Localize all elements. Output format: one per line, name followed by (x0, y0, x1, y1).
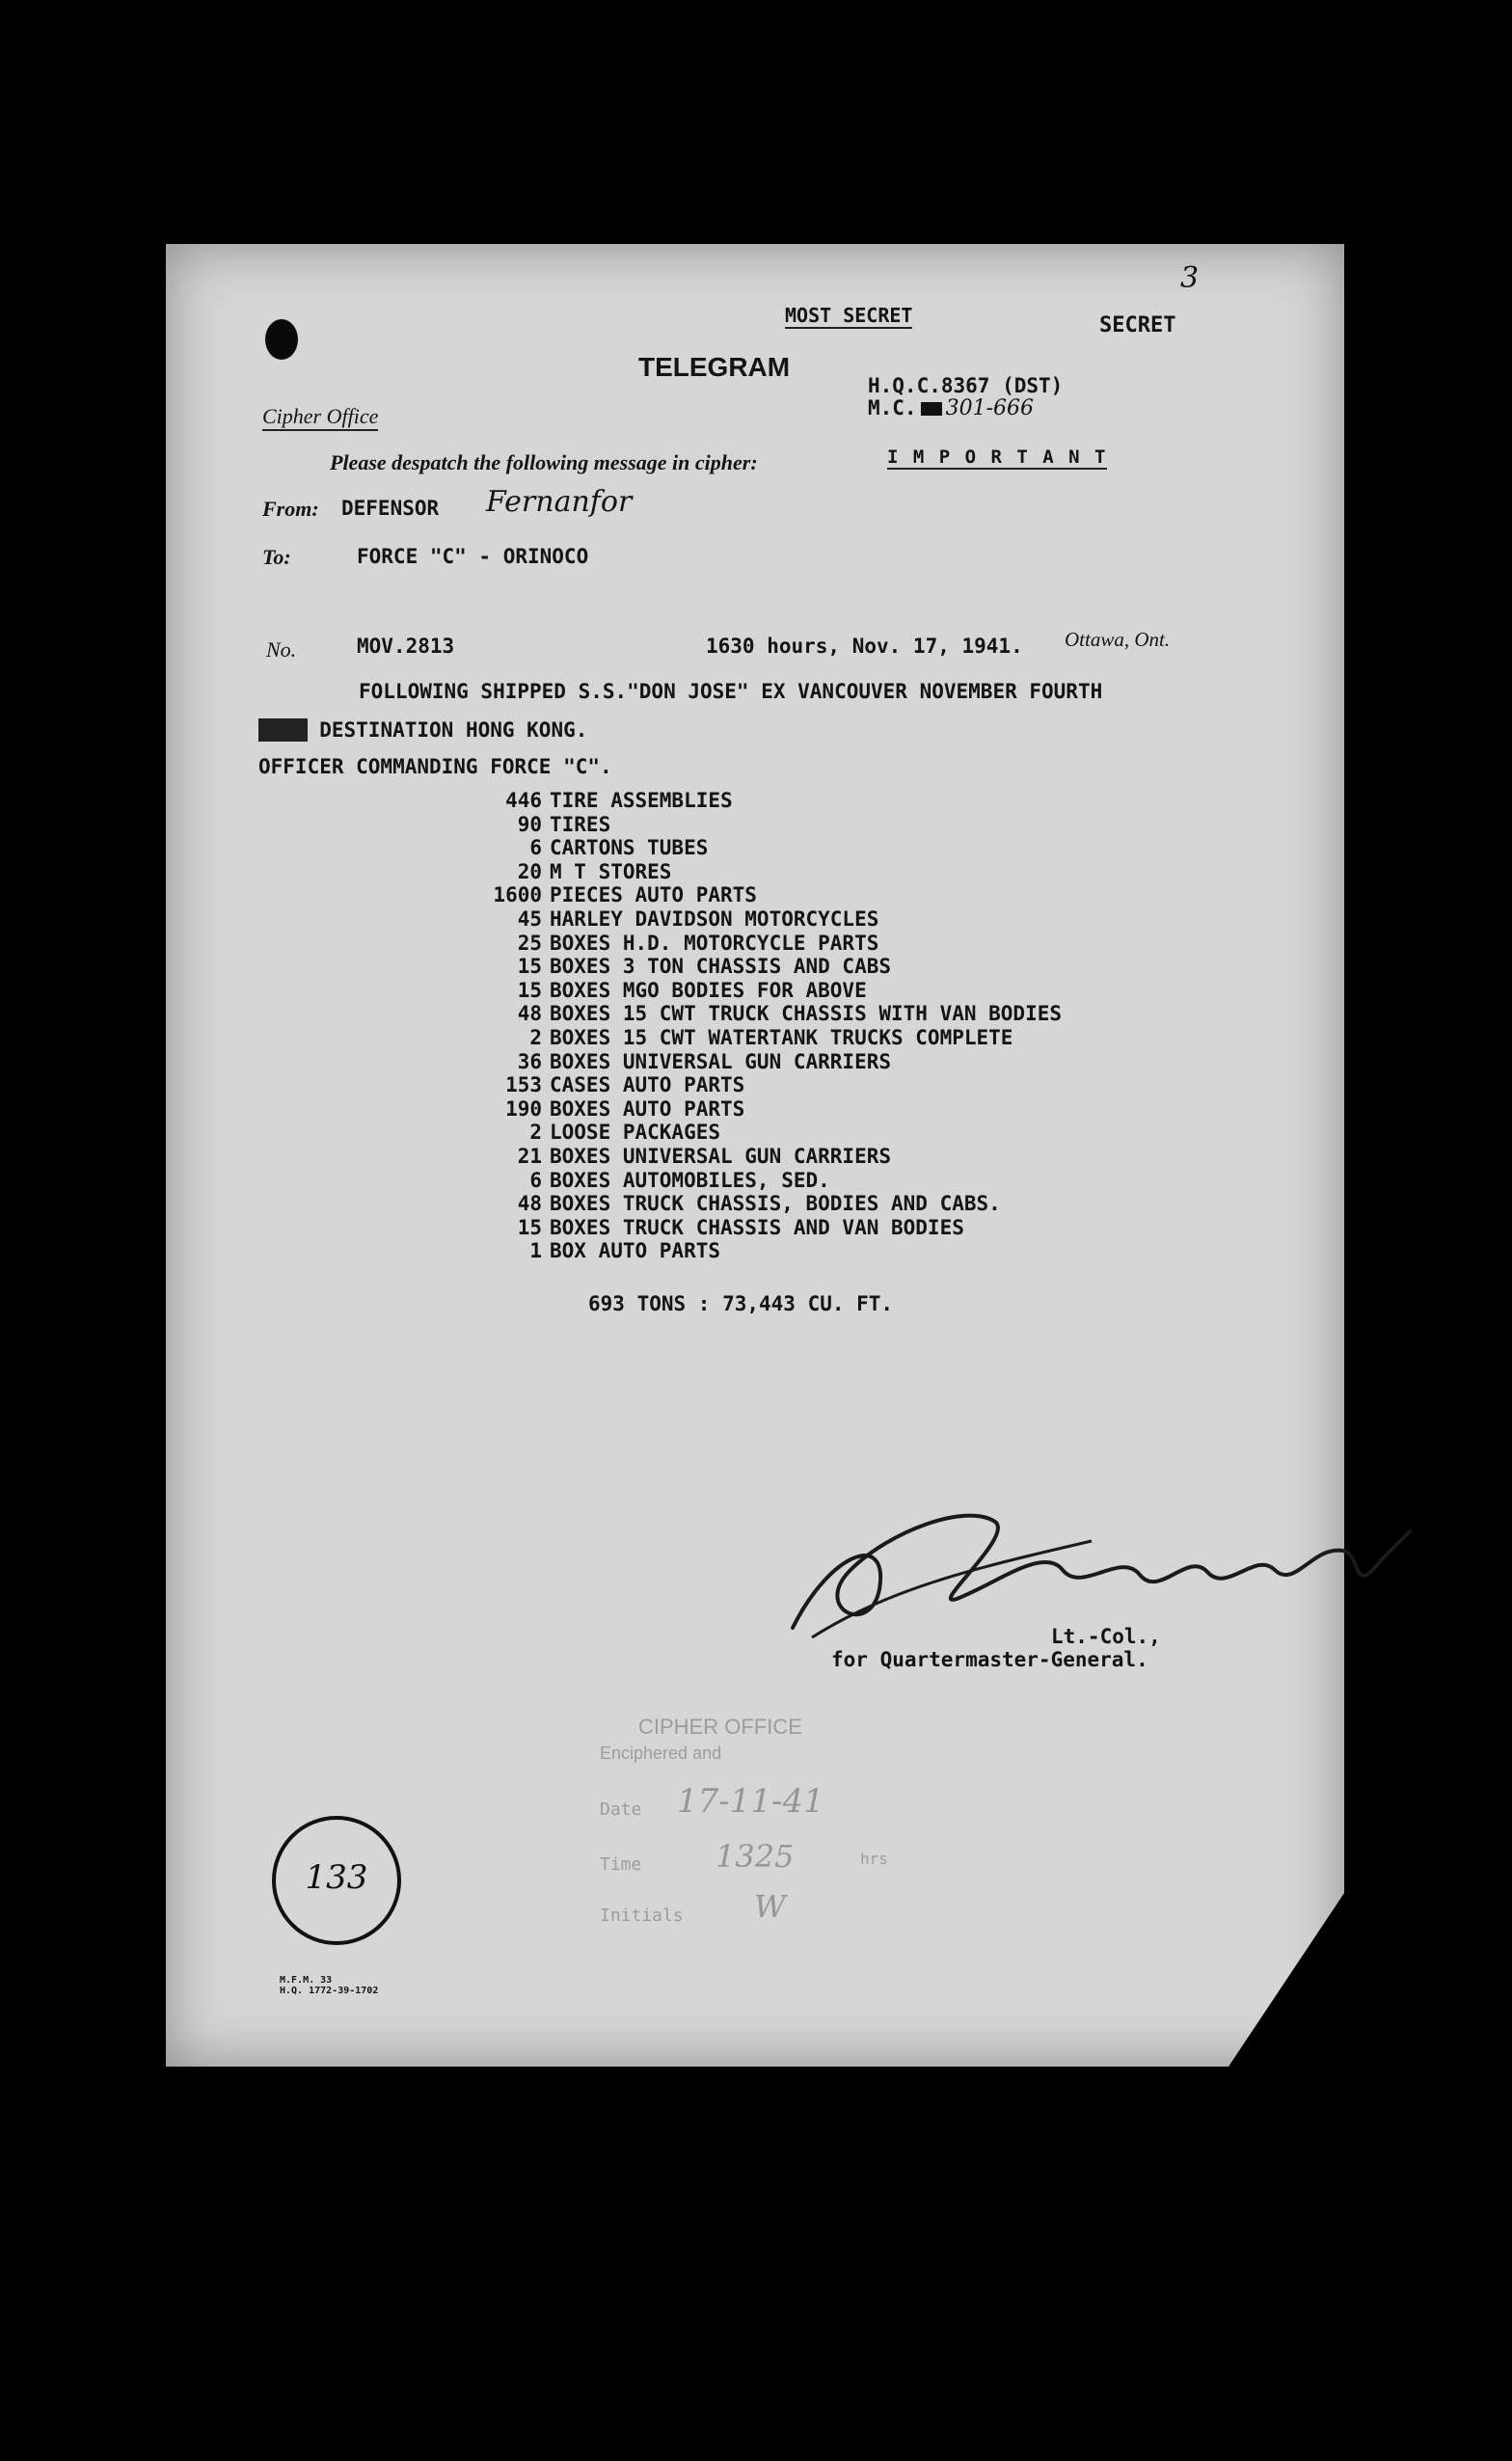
struck-text: XXXX (258, 718, 308, 742)
stamp-title: CIPHER OFFICE (638, 1715, 802, 1739)
signature-for-line: for Quartermaster-General. (831, 1648, 1148, 1671)
form-code (280, 1975, 378, 1996)
reference-line-1: H.Q.C.8367 (DST) (868, 374, 1064, 397)
priority-label: I M P O R T A N T (887, 446, 1108, 468)
page-mark: 3 (1180, 261, 1200, 295)
to-value: FORCE "C" - ORINOCO (357, 545, 589, 568)
cipher-office-stamp (600, 1715, 1024, 1956)
stamp-hrs-label: hrs (860, 1850, 888, 1868)
form-code-line-3: H.Q. 1772-39-1702 (280, 1986, 379, 1996)
message-number: MOV.2813 (357, 635, 455, 658)
most-secret-label: MOST SECRET (785, 304, 913, 327)
folio-circle (272, 1816, 401, 1945)
message-time: 1630 hours, Nov. 17, 1941. (706, 635, 1023, 658)
message-line-2: XXXX DESTINATION HONG KONG. (258, 718, 588, 742)
stamp-subtitle: Enciphered and (600, 1744, 722, 1763)
telegram-title: TELEGRAM (638, 352, 791, 382)
signature-rank: Lt.-Col., (1051, 1625, 1161, 1648)
message-line-3: OFFICER COMMANDING FORCE "C". (258, 755, 612, 778)
reference-line-2: M.C. 301-666 (868, 396, 1034, 420)
telegram-sheet: MOST SECRET SECRET 3 TELEGRAM H.Q.C.8367 (DST) M.C. 301-666 Cipher Office Please despatch the following message in cipher: I M P O R T A N T From: DEFENSOR Fernanfor To: FORCE "C" - ORINOCO No. MOV.2813 1630 hours, Nov. 17, 1941. Ottawa, Ont. FOLLOWING SHIPPED S.S."DON JOSE" EX VANCOUVER NOVEMBER FOURTH XXXX DESTINATION HONG KONG. OFFICER COMMANDING FORCE "C". 446 TIRE ASSEMBLIES 90 TIRES 6 CARTONS TUBES 20 M T STORES 1600 PIECES AUTO PARTS 45 HARLEY DAVIDSON MOTORCYCLES 25 BOXES H.D. MOTORCYCLE PARTS 15 BOXES 3 TON CHASSIS AND CABS 15 BOXES MGO BODIES FOR ABOVE 48 BOXES 15 CWT TRUCK CHASSIS WITH VAN BODIES 2 BOXES 15 CWT WATERTANK TRUCKS COMPLETE 36 BOXES UNIVERSAL GUN CARRIERS 153 CASES AUTO PARTS 190 BOXES AUTO PARTS 2 LOOSE PACKAGES 21 BOXES UNIVERSAL GUN CARRIERS 6 BOXES AUTOMOBILES, SED. 48 BOXES TRUCK CHASSIS, BODIES AND CABS. 15 BOXES TRUCK CHASSIS AND VAN BODIES 1 BOX AUTO PARTS 693 TONS : 73,443 CU. FT. Lt.-Col., for Quartermaster-General. CIPHER OFFICE Enciphered and Date 17-11-41 Time 1325 hrs Initials W 133 M.F.M. 33 H.Q. 1772-39-1702 (166, 244, 1344, 2067)
to-label: To: (262, 545, 291, 569)
folio-number: 133 (305, 1858, 368, 1897)
signature-scrawl (773, 1493, 1448, 1647)
punch-hole (265, 319, 298, 360)
message-line-1: FOLLOWING SHIPPED S.S."DON JOSE" EX VANCOUVER NOVEMBER FOURTH (359, 680, 1103, 703)
secret-label: SECRET (1099, 313, 1176, 338)
from-handwritten: Fernanfor (486, 485, 633, 519)
message-place: Ottawa, Ont. (1065, 628, 1171, 651)
folded-corner (1228, 1893, 1344, 2067)
cipher-office-label: Cipher Office (262, 404, 378, 431)
cipher-instruction: Please despatch the following message in cipher: (330, 450, 758, 474)
number-label: No. (266, 637, 297, 662)
form-code-line-1: M.F.M. 33 (280, 1975, 333, 1986)
stamp-initials-value: W (754, 1888, 786, 1925)
shipment-total: 693 TONS : 73,443 CU. FT. (588, 1292, 894, 1315)
stamp-date-label: Date (600, 1799, 642, 1820)
from-label: From: (262, 497, 319, 521)
stamp-time-label: Time (600, 1854, 642, 1875)
stamp-initials-label: Initials (600, 1906, 684, 1926)
from-value: DEFENSOR (341, 497, 440, 520)
stamp-date-value: 17-11-41 (677, 1782, 824, 1821)
stamp-time-value: 1325 (716, 1838, 795, 1875)
